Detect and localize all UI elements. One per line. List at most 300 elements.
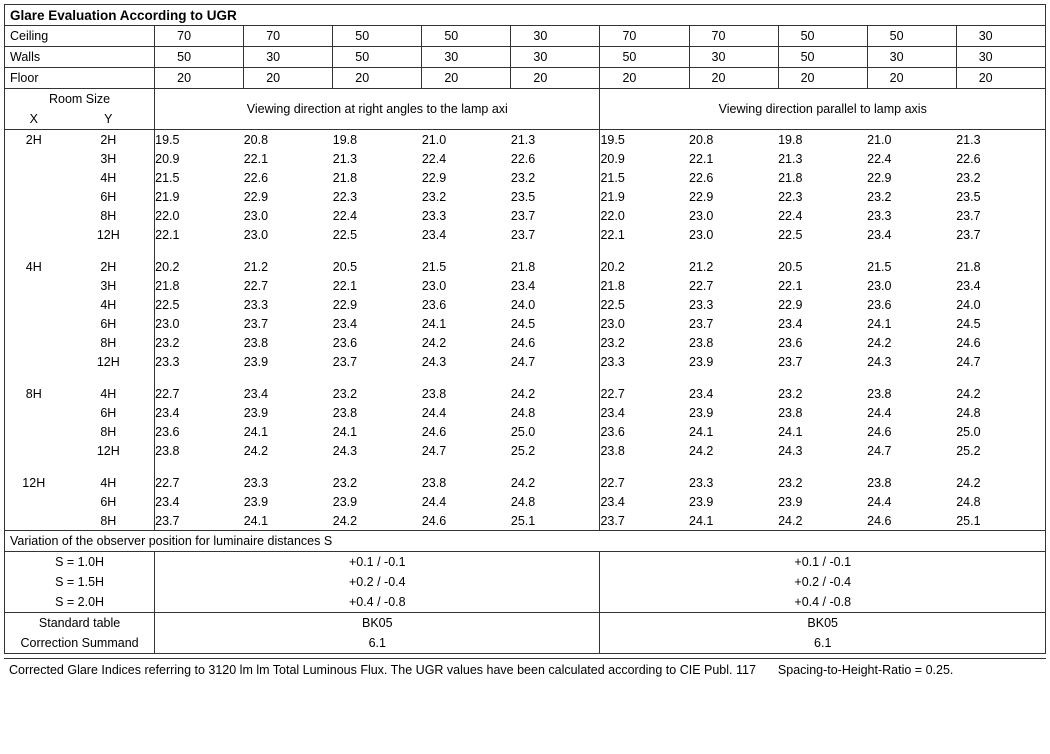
cell-y: 6H (100, 316, 117, 331)
table-row (5, 149, 1046, 168)
reflectance-cell: 70 (244, 26, 333, 47)
group-spacer (5, 371, 1046, 384)
row-label: Floor (5, 68, 155, 89)
cell-ugr: 24.7 (956, 352, 1045, 371)
cell-y: 8H (100, 335, 117, 350)
cell-ugr: 21.5 (600, 168, 689, 187)
cell-x (5, 511, 63, 531)
axis-y-label: Y (63, 109, 155, 130)
direction-header-perpendicular: Viewing direction at right angles to the lamp axi (155, 89, 600, 130)
reflectance-cell: 50 (333, 47, 422, 68)
cell-ugr: 22.3 (778, 189, 803, 204)
cell-ugr: 19.5 (155, 130, 244, 150)
cell-x (5, 149, 63, 168)
cell-ugr: 23.4 (956, 276, 1045, 295)
cell-ugr: 23.4 (510, 278, 536, 293)
cell-ugr: 22.6 (243, 170, 269, 185)
cell-ugr: 22.4 (778, 208, 803, 223)
cell-ugr: 23.8 (421, 475, 447, 490)
table-row (5, 473, 1046, 492)
table-row (5, 441, 1046, 460)
reflectance-cell: 30 (244, 47, 333, 68)
variation-value-parallel: +0.4 / -0.8 (600, 592, 1046, 613)
cell-ugr: 22.0 (600, 206, 689, 225)
table-row (5, 130, 1046, 150)
cell-ugr: 22.9 (689, 189, 714, 204)
cell-ugr: 24.2 (421, 335, 447, 350)
cell-ugr: 23.4 (600, 403, 689, 422)
reflectance-cell: 20 (422, 68, 511, 89)
table-row (5, 511, 1046, 531)
cell-x (5, 295, 63, 314)
cell-ugr: 24.5 (510, 316, 536, 331)
cell-ugr: 23.4 (867, 227, 892, 242)
room-size-header: Room Size (5, 89, 155, 110)
variation-value-perpendicular: +0.2 / -0.4 (155, 572, 600, 592)
cell-ugr: 24.3 (421, 354, 447, 369)
reflectance-cell: 20 (778, 68, 867, 89)
cell-ugr: 24.2 (867, 335, 892, 350)
room-size-header-row (5, 89, 1046, 110)
cell-ugr: 22.9 (243, 189, 269, 204)
cell-x (5, 206, 63, 225)
reflectance-cell: 20 (867, 68, 956, 89)
cell-x (5, 492, 63, 511)
cell-ugr: 22.1 (243, 151, 269, 166)
table-row (5, 492, 1046, 511)
cell-ugr: 24.0 (510, 297, 536, 312)
cell-ugr: 23.5 (956, 187, 1045, 206)
cell-ugr: 23.2 (421, 189, 447, 204)
cell-ugr: 24.8 (956, 492, 1045, 511)
cell-ugr: 22.7 (155, 473, 244, 492)
cell-ugr: 23.9 (689, 494, 714, 509)
cell-ugr: 22.1 (778, 278, 803, 293)
cell-y: 6H (100, 189, 117, 204)
cell-ugr: 22.5 (332, 227, 358, 242)
cell-x (5, 422, 63, 441)
cell-ugr: 23.2 (600, 333, 689, 352)
reflectance-cell: 20 (333, 68, 422, 89)
reflectance-cell: 70 (600, 26, 689, 47)
cell-ugr: 21.5 (867, 259, 892, 274)
cell-ugr: 24.2 (332, 513, 358, 528)
cell-ugr: 24.1 (243, 513, 269, 528)
cell-ugr: 22.1 (155, 225, 244, 244)
cell-x (5, 168, 63, 187)
cell-ugr: 19.8 (332, 132, 358, 147)
reflectance-cell: 50 (778, 47, 867, 68)
reflectance-cell: 30 (867, 47, 956, 68)
cell-ugr: 23.2 (778, 386, 803, 401)
cell-x: 2H (5, 130, 63, 150)
row-label: Walls (5, 47, 155, 68)
group-spacer (5, 244, 1046, 257)
cell-ugr: 23.7 (243, 316, 269, 331)
cell-ugr: 24.7 (510, 354, 536, 369)
cell-ugr: 21.8 (155, 276, 244, 295)
cell-ugr: 24.4 (867, 494, 892, 509)
cell-ugr: 22.7 (243, 278, 269, 293)
cell-ugr: 24.1 (332, 424, 358, 439)
reflectance-cell: 70 (689, 26, 778, 47)
cell-ugr: 23.2 (332, 386, 358, 401)
cell-ugr: 24.6 (421, 424, 447, 439)
cell-ugr: 22.6 (956, 149, 1045, 168)
cell-ugr: 23.4 (332, 316, 358, 331)
cell-ugr: 22.7 (689, 278, 714, 293)
cell-x (5, 314, 63, 333)
reflectance-cell: 50 (333, 26, 422, 47)
cell-ugr: 24.8 (510, 405, 536, 420)
cell-x: 4H (5, 257, 63, 276)
cell-ugr: 22.9 (332, 297, 358, 312)
cell-ugr: 24.2 (956, 473, 1045, 492)
cell-ugr: 21.3 (778, 151, 803, 166)
cell-ugr: 24.2 (510, 386, 536, 401)
variation-value-perpendicular: +0.4 / -0.8 (155, 592, 600, 613)
cell-ugr: 23.3 (689, 297, 714, 312)
cell-ugr: 22.9 (421, 170, 447, 185)
reflectance-row-floor (5, 68, 1046, 89)
cell-ugr: 23.7 (956, 206, 1045, 225)
cell-ugr: 23.8 (332, 405, 358, 420)
cell-ugr: 23.7 (510, 227, 536, 242)
variation-value-parallel: +0.1 / -0.1 (600, 552, 1046, 573)
variation-header: Variation of the observer position for luminaire distances S (5, 531, 1046, 552)
cell-ugr: 23.3 (867, 208, 892, 223)
cell-ugr: 23.7 (778, 354, 803, 369)
cell-ugr: 23.9 (778, 494, 803, 509)
cell-ugr: 21.2 (243, 259, 269, 274)
cell-ugr: 25.0 (956, 422, 1045, 441)
cell-y: 3H (100, 151, 117, 166)
cell-ugr: 21.8 (956, 257, 1045, 276)
footnote-spacing-ratio: Spacing-to-Height-Ratio = 0.25. (777, 663, 954, 677)
cell-ugr: 24.2 (778, 513, 803, 528)
footnote (4, 658, 1046, 677)
table-row (5, 422, 1046, 441)
cell-ugr: 23.6 (600, 422, 689, 441)
cell-x (5, 441, 63, 460)
cell-ugr: 23.4 (600, 492, 689, 511)
cell-ugr: 25.1 (956, 511, 1045, 531)
cell-ugr: 21.0 (421, 132, 447, 147)
cell-ugr: 23.3 (689, 475, 714, 490)
cell-ugr: 23.0 (689, 208, 714, 223)
page-title: Glare Evaluation According to UGR (5, 5, 1046, 26)
reflectance-cell: 20 (155, 68, 244, 89)
cell-ugr: 20.5 (778, 259, 803, 274)
cell-ugr: 21.3 (956, 130, 1045, 150)
cell-x (5, 187, 63, 206)
cell-ugr: 21.8 (332, 170, 358, 185)
cell-ugr: 21.3 (510, 132, 536, 147)
table-row (5, 403, 1046, 422)
cell-ugr: 23.2 (510, 170, 536, 185)
cell-ugr: 24.1 (689, 513, 714, 528)
cell-ugr: 24.3 (867, 354, 892, 369)
ugr-glare-evaluation-page (0, 4, 1050, 754)
cell-y: 4H (100, 386, 117, 401)
variation-header-row (5, 531, 1046, 552)
correction-summand-label: Correction Summand (5, 633, 155, 654)
cell-ugr: 23.9 (243, 405, 269, 420)
cell-ugr: 22.0 (155, 206, 244, 225)
table-title-row (5, 5, 1046, 26)
cell-ugr: 22.7 (155, 384, 244, 403)
cell-ugr: 23.6 (155, 422, 244, 441)
cell-ugr: 21.3 (332, 151, 358, 166)
cell-y: 8H (100, 424, 117, 439)
axis-x-label: X (5, 109, 63, 130)
cell-y: 2H (100, 259, 117, 274)
reflectance-cell: 50 (778, 26, 867, 47)
cell-ugr: 22.1 (600, 225, 689, 244)
cell-ugr: 23.7 (155, 511, 244, 531)
cell-ugr: 23.3 (421, 208, 447, 223)
cell-ugr: 23.8 (867, 475, 892, 490)
cell-ugr: 21.9 (155, 187, 244, 206)
cell-ugr: 22.3 (332, 189, 358, 204)
cell-ugr: 24.6 (867, 513, 892, 528)
cell-ugr: 23.6 (332, 335, 358, 350)
cell-ugr: 23.4 (155, 403, 244, 422)
cell-ugr: 24.0 (956, 295, 1045, 314)
cell-ugr: 23.2 (155, 333, 244, 352)
table-row (5, 384, 1046, 403)
cell-ugr: 24.7 (867, 443, 892, 458)
cell-ugr: 24.1 (421, 316, 447, 331)
cell-ugr: 22.9 (867, 170, 892, 185)
cell-x: 8H (5, 384, 63, 403)
cell-ugr: 22.1 (689, 151, 714, 166)
cell-ugr: 22.5 (600, 295, 689, 314)
cell-ugr: 23.7 (600, 511, 689, 531)
cell-ugr: 24.1 (243, 424, 269, 439)
table-row (5, 206, 1046, 225)
standard-table-value-parallel: BK05 (600, 613, 1046, 634)
table-row (5, 225, 1046, 244)
table-row (5, 295, 1046, 314)
table-row (5, 168, 1046, 187)
cell-ugr: 21.9 (600, 187, 689, 206)
table-row (5, 257, 1046, 276)
cell-ugr: 23.7 (956, 225, 1045, 244)
cell-ugr: 23.8 (421, 386, 447, 401)
cell-ugr: 24.1 (778, 424, 803, 439)
cell-ugr: 24.4 (421, 494, 447, 509)
cell-ugr: 24.6 (421, 513, 447, 528)
cell-ugr: 21.0 (867, 132, 892, 147)
cell-y: 3H (100, 278, 117, 293)
cell-x (5, 403, 63, 422)
cell-ugr: 24.4 (421, 405, 447, 420)
cell-ugr: 25.2 (510, 443, 536, 458)
cell-ugr: 22.6 (689, 170, 714, 185)
cell-ugr: 22.5 (155, 295, 244, 314)
cell-ugr: 23.9 (243, 354, 269, 369)
cell-ugr: 23.6 (867, 297, 892, 312)
cell-ugr: 24.2 (243, 443, 269, 458)
cell-ugr: 23.8 (155, 441, 244, 460)
table-row (5, 314, 1046, 333)
cell-ugr: 22.5 (778, 227, 803, 242)
row-label: Ceiling (5, 26, 155, 47)
cell-ugr: 23.8 (243, 335, 269, 350)
cell-ugr: 23.2 (867, 189, 892, 204)
reflectance-cell: 20 (956, 68, 1045, 89)
cell-ugr: 23.8 (778, 405, 803, 420)
cell-ugr: 23.0 (243, 208, 269, 223)
cell-ugr: 23.8 (600, 441, 689, 460)
variation-row (5, 592, 1046, 613)
cell-ugr: 23.0 (155, 314, 244, 333)
cell-x (5, 352, 63, 371)
cell-ugr: 23.7 (689, 316, 714, 331)
cell-ugr: 24.7 (421, 443, 447, 458)
cell-ugr: 23.2 (956, 168, 1045, 187)
cell-ugr: 24.6 (510, 335, 536, 350)
cell-y: 12H (96, 443, 120, 458)
cell-y: 2H (100, 132, 117, 147)
standard-table-label: Standard table (5, 613, 155, 634)
cell-ugr: 21.8 (600, 276, 689, 295)
standard-table-row (5, 613, 1046, 634)
cell-ugr: 20.5 (332, 259, 358, 274)
cell-y: 4H (100, 475, 117, 490)
reflectance-cell: 30 (956, 47, 1045, 68)
table-row (5, 276, 1046, 295)
cell-ugr: 24.2 (956, 384, 1045, 403)
cell-ugr: 20.8 (689, 132, 714, 147)
cell-ugr: 22.4 (421, 151, 447, 166)
cell-ugr: 23.8 (867, 386, 892, 401)
reflectance-cell: 20 (244, 68, 333, 89)
cell-ugr: 23.7 (332, 354, 358, 369)
cell-ugr: 24.1 (867, 316, 892, 331)
cell-ugr: 24.6 (956, 333, 1045, 352)
cell-ugr: 23.6 (421, 297, 447, 312)
cell-ugr: 22.7 (600, 473, 689, 492)
cell-ugr: 22.6 (510, 151, 536, 166)
cell-ugr: 25.0 (510, 424, 536, 439)
reflectance-cell: 20 (511, 68, 600, 89)
cell-ugr: 23.4 (689, 386, 714, 401)
cell-x (5, 276, 63, 295)
cell-ugr: 23.3 (600, 352, 689, 371)
cell-ugr: 23.0 (867, 278, 892, 293)
cell-ugr: 23.4 (421, 227, 447, 242)
table-row (5, 333, 1046, 352)
variation-label: S = 2.0H (5, 592, 155, 613)
ugr-table (4, 4, 1046, 654)
cell-ugr: 21.2 (689, 259, 714, 274)
cell-ugr: 23.8 (689, 335, 714, 350)
cell-ugr: 19.8 (778, 132, 803, 147)
cell-ugr: 25.1 (510, 513, 536, 528)
cell-y: 6H (100, 405, 117, 420)
variation-value-perpendicular: +0.1 / -0.1 (155, 552, 600, 573)
cell-ugr: 23.3 (243, 297, 269, 312)
cell-x (5, 225, 63, 244)
cell-ugr: 23.0 (689, 227, 714, 242)
cell-ugr: 25.2 (956, 441, 1045, 460)
cell-ugr: 22.7 (600, 384, 689, 403)
cell-ugr: 23.0 (600, 314, 689, 333)
reflectance-cell: 50 (155, 47, 244, 68)
cell-y: 12H (96, 227, 120, 242)
cell-ugr: 23.5 (510, 189, 536, 204)
footnote-text: Corrected Glare Indices referring to 3120 lm lm Total Luminous Flux. The UGR values have been calculated according to CIE Publ. 117 (9, 663, 756, 677)
cell-ugr: 20.2 (155, 257, 244, 276)
cell-ugr: 23.9 (689, 405, 714, 420)
cell-ugr: 24.6 (867, 424, 892, 439)
cell-ugr: 19.5 (600, 130, 689, 150)
cell-ugr: 20.2 (600, 257, 689, 276)
cell-y: 6H (100, 494, 117, 509)
reflectance-cell: 20 (689, 68, 778, 89)
reflectance-cell: 30 (422, 47, 511, 68)
reflectance-cell: 50 (422, 26, 511, 47)
cell-ugr: 24.1 (689, 424, 714, 439)
reflectance-cell: 30 (956, 26, 1045, 47)
cell-ugr: 23.4 (778, 316, 803, 331)
cell-y: 4H (100, 170, 117, 185)
correction-summand-row (5, 633, 1046, 654)
cell-ugr: 24.2 (510, 475, 536, 490)
cell-x: 12H (5, 473, 63, 492)
table-row (5, 352, 1046, 371)
variation-row (5, 572, 1046, 592)
cell-ugr: 23.9 (332, 494, 358, 509)
cell-y: 4H (100, 297, 117, 312)
cell-ugr: 21.5 (155, 168, 244, 187)
cell-ugr: 24.4 (867, 405, 892, 420)
cell-ugr: 22.1 (332, 278, 358, 293)
variation-label: S = 1.0H (5, 552, 155, 573)
reflectance-cell: 30 (689, 47, 778, 68)
cell-y: 12H (96, 354, 120, 369)
cell-ugr: 24.8 (956, 403, 1045, 422)
cell-ugr: 23.6 (778, 335, 803, 350)
correction-summand-value-perpendicular: 6.1 (155, 633, 600, 654)
cell-ugr: 22.4 (867, 151, 892, 166)
reflectance-row-ceiling (5, 26, 1046, 47)
cell-ugr: 21.8 (778, 170, 803, 185)
variation-label: S = 1.5H (5, 572, 155, 592)
cell-ugr: 23.9 (689, 354, 714, 369)
correction-summand-value-parallel: 6.1 (600, 633, 1046, 654)
cell-ugr: 23.4 (155, 492, 244, 511)
variation-value-parallel: +0.2 / -0.4 (600, 572, 1046, 592)
cell-ugr: 24.8 (510, 494, 536, 509)
cell-ugr: 23.9 (243, 494, 269, 509)
reflectance-cell: 50 (867, 26, 956, 47)
reflectance-cell: 50 (600, 47, 689, 68)
cell-ugr: 20.9 (155, 149, 244, 168)
cell-y: 8H (100, 513, 117, 528)
cell-ugr: 24.5 (956, 314, 1045, 333)
reflectance-cell: 30 (511, 47, 600, 68)
cell-ugr: 23.4 (243, 386, 269, 401)
reflectance-cell: 30 (511, 26, 600, 47)
cell-y: 8H (100, 208, 117, 223)
group-spacer (5, 460, 1046, 473)
table-row (5, 187, 1046, 206)
cell-x (5, 333, 63, 352)
cell-ugr: 23.3 (243, 475, 269, 490)
